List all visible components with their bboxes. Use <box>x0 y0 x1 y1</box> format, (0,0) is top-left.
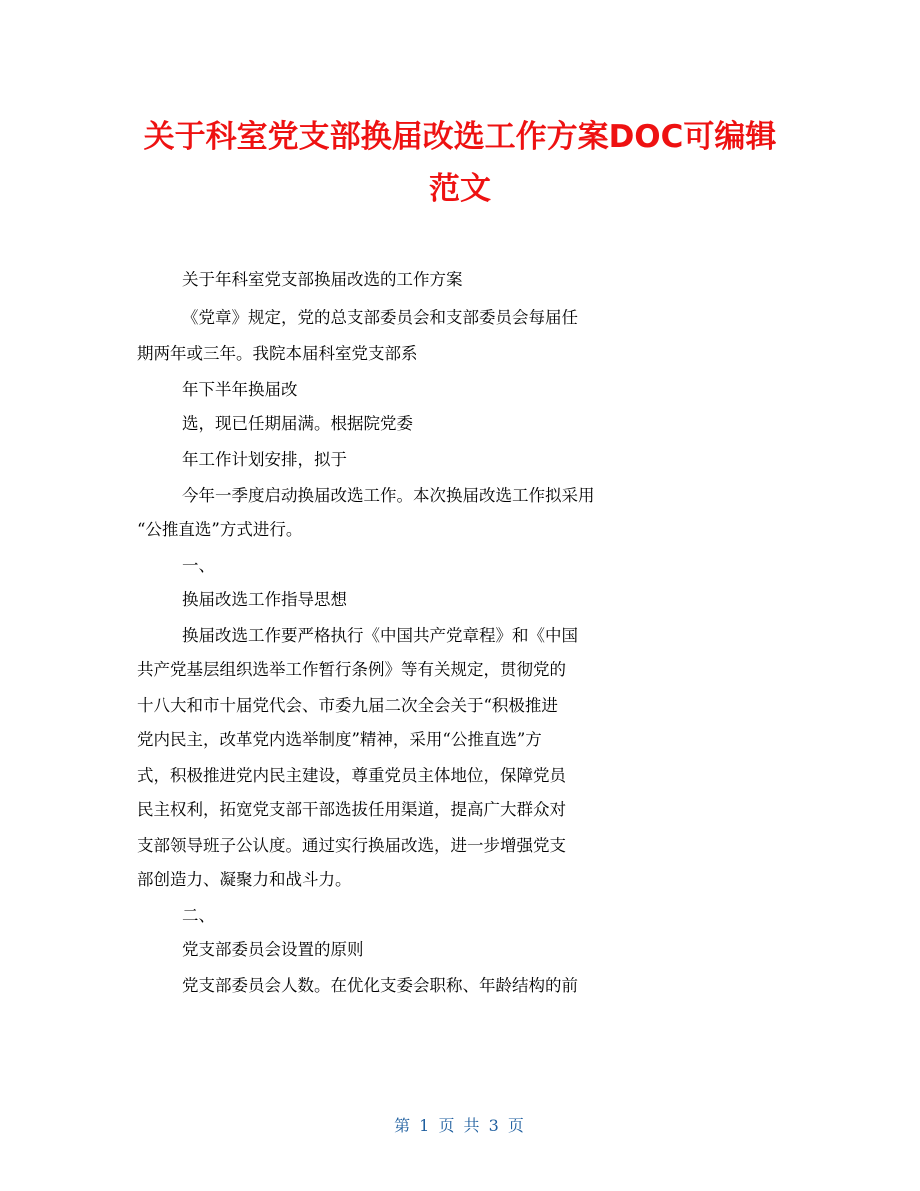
body-line: 换届改选工作要严格执行《中国共产党章程》和《中国 <box>182 626 578 645</box>
body-line: 式，积极推进党内民主建设，尊重党员主体地位，保障党员 <box>137 766 566 785</box>
body-line: 民主权利，拓宽党支部干部选拔任用渠道，提高广大群众对 <box>137 800 566 819</box>
body-line: 十八大和市十届党代会、市委九届二次全会关于“积极推进 <box>137 696 558 715</box>
body-line: 今年一季度启动换届改选工作。本次换届改选工作拟采用 <box>182 486 595 505</box>
body-line: 选，现已任期届满。根据院党委 <box>182 414 413 433</box>
page-footer: 第 1 页 共 3 页 <box>394 1116 526 1135</box>
body-line: 党内民主，改革党内选举制度”精神，采用“公推直选”方 <box>137 730 542 749</box>
body-line: 期两年或三年。我院本届科室党支部系 <box>137 344 418 363</box>
body-line: 支部领导班子公认度。通过实行换届改选，进一步增强党支 <box>137 836 566 855</box>
body-line: 部创造力、凝聚力和战斗力。 <box>137 870 352 889</box>
body-line: 党支部委员会人数。在优化支委会职称、年龄结构的前 <box>182 976 578 995</box>
body-line: 换届改选工作指导思想 <box>182 590 347 609</box>
body-line: 《党章》规定，党的总支部委员会和支部委员会每届任 <box>182 308 578 327</box>
body-line: 年工作计划安排，拟于 <box>182 450 347 469</box>
document-title-line-2: 范文 <box>429 171 491 207</box>
body-line: 共产党基层组织选举工作暂行条例》等有关规定，贯彻党的 <box>137 660 566 679</box>
document-title-line-1: 关于科室党支部换届改选工作方案DOC可编辑 <box>143 119 777 155</box>
body-line: “公推直选”方式进行。 <box>137 520 303 539</box>
body-line: 关于年科室党支部换届改选的工作方案 <box>182 270 463 289</box>
body-line: 年下半年换届改 <box>182 380 298 399</box>
body-line: 一、 <box>182 556 215 575</box>
body-line: 党支部委员会设置的原则 <box>182 940 364 959</box>
body-line: 二、 <box>182 906 215 925</box>
